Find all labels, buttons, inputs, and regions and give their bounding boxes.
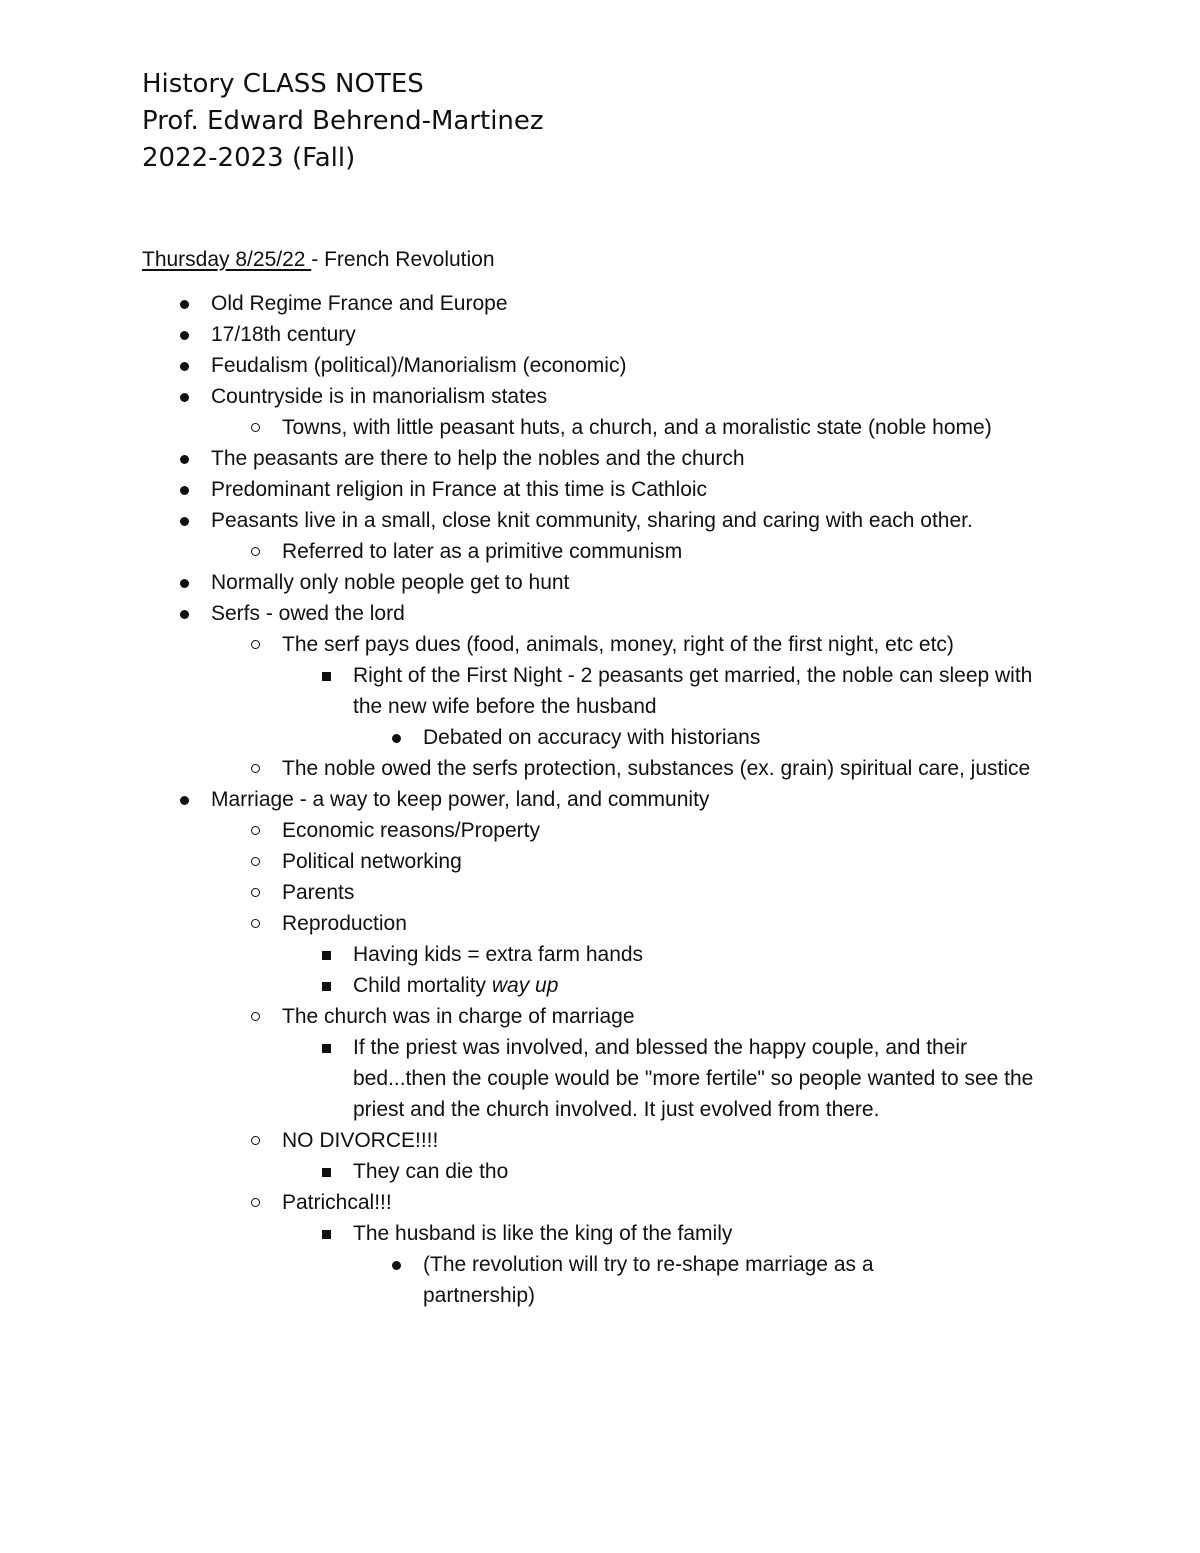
session-topic: - French Revolution	[311, 248, 495, 271]
note-item	[0, 288, 1060, 319]
note-text: Peasants live in a small, close knit community, sharing and caring with each other.	[211, 509, 973, 532]
note-item	[0, 1218, 1055, 1249]
note-text: Old Regime France and Europe	[211, 292, 508, 315]
note-item	[0, 381, 1060, 412]
note-text: Having kids = extra farm hands	[353, 943, 644, 966]
note-item	[0, 412, 1070, 443]
note-text: NO DIVORCE!!!!	[282, 1129, 439, 1152]
note-emphasis: way up	[491, 974, 559, 997]
note-item	[0, 1001, 1070, 1032]
document-title: History CLASS NOTES	[142, 69, 424, 99]
note-item	[0, 629, 1070, 660]
note-item	[0, 784, 1060, 815]
note-text: Right of the First Night - 2 peasants get married, the noble can sleep with the new wife before the husband	[353, 664, 1033, 718]
note-item	[0, 567, 1060, 598]
note-item	[0, 474, 1060, 505]
note-item	[0, 350, 1060, 381]
note-item	[0, 815, 1070, 846]
note-text: Child mortality way up	[353, 974, 559, 997]
term-label: 2022-2023 (Fall)	[142, 143, 356, 173]
note-item	[0, 1125, 1070, 1156]
note-text: Reproduction	[282, 912, 407, 935]
note-item	[0, 722, 1000, 753]
note-text: The church was in charge of marriage	[282, 1005, 635, 1028]
note-item	[0, 505, 1060, 536]
note-text: Political networking	[282, 850, 462, 873]
note-text: The husband is like the king of the family	[353, 1222, 733, 1245]
note-text: 17/18th century	[211, 323, 356, 346]
professor-name: Prof. Edward Behrend-Martinez	[142, 106, 544, 136]
note-text: The serf pays dues (food, animals, money, right of the first night, etc etc)	[282, 633, 954, 656]
note-text: Countryside is in manorialism states	[211, 385, 548, 408]
note-text: If the priest was involved, and blessed the happy couple, and their bed...then the couple would be "more fertile" so people wanted to see the priest and the church involved. It just evolved from there.	[353, 1036, 1034, 1121]
note-text: (The revolution will try to re-shape marriage as a partnership)	[423, 1253, 874, 1307]
session-date: Thursday 8/25/22	[142, 248, 312, 271]
note-item	[0, 908, 1070, 939]
note-text: Patrichcal!!!	[282, 1191, 392, 1214]
note-text: Serfs - owed the lord	[211, 602, 405, 625]
note-text: Parents	[282, 881, 355, 904]
note-item	[0, 1156, 1055, 1187]
note-text: Feudalism (political)/Manorialism (economic)	[211, 354, 627, 377]
note-text: Marriage - a way to keep power, land, and community	[211, 788, 710, 811]
note-text: Towns, with little peasant huts, a church, and a moralistic state (noble home)	[282, 416, 992, 439]
note-text: Economic reasons/Property	[282, 819, 540, 842]
note-text: Predominant religion in France at this time is Cathloic	[211, 478, 708, 501]
notes-list	[0, 288, 1200, 1311]
note-text: The noble owed the serfs protection, substances (ex. grain) spiritual care, justice	[282, 757, 1031, 780]
document-header	[142, 66, 544, 177]
note-item	[0, 846, 1070, 877]
note-item	[0, 1249, 1000, 1311]
note-item	[0, 1187, 1070, 1218]
note-item	[0, 877, 1070, 908]
note-item	[0, 536, 1070, 567]
note-item	[0, 660, 1055, 722]
note-item	[0, 970, 1055, 1001]
note-text: They can die tho	[353, 1160, 509, 1183]
note-text: The peasants are there to help the nobles and the church	[211, 447, 745, 470]
note-item	[0, 319, 1060, 350]
note-item	[0, 753, 1070, 784]
note-text: Referred to later as a primitive communism	[282, 540, 683, 563]
note-item	[0, 1032, 1055, 1125]
session-heading	[142, 244, 495, 275]
note-item	[0, 939, 1055, 970]
note-item	[0, 443, 1060, 474]
note-text: Normally only noble people get to hunt	[211, 571, 570, 594]
note-item	[0, 598, 1060, 629]
note-text: Debated on accuracy with historians	[423, 726, 761, 749]
